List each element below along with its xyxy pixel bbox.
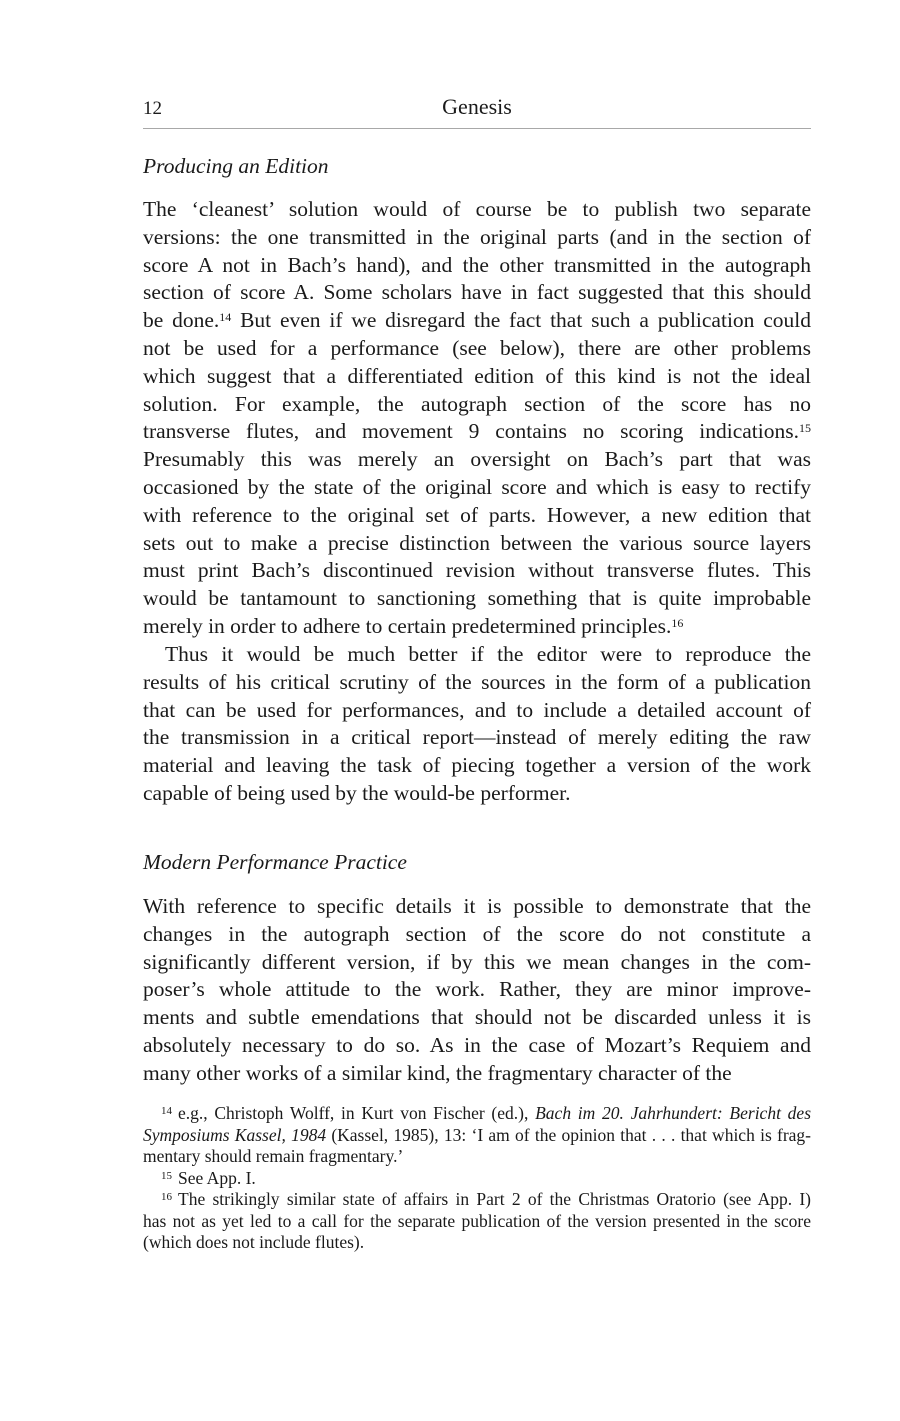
page-header [143, 94, 811, 129]
text-line: would be tantamount to sanctioning something that is quite improbable [143, 586, 811, 611]
section-title-modern-performance: Modern Performance Practice [143, 850, 407, 874]
text-line: poser’s whole attitude to the work. Rather, they are minor improve- [143, 977, 811, 1002]
footnote-line: $^{14}$ e.g., Christoph Wolff, in Kurt von Fischer (ed.), Bach im 20. Jahrhundert: Bericht des [161, 1103, 812, 1123]
running-head: Genesis [442, 94, 512, 119]
text-line: be done.$^{14}$ But even if we disregard the fact that such a publication could [143, 308, 811, 333]
text-line: occasioned by the state of the original score and which is easy to rectify [143, 474, 811, 499]
text-line: with reference to the original set of parts. However, a new edition that [143, 502, 811, 527]
text-line: ments and subtle emendations that should not be discarded unless it is [143, 1005, 811, 1030]
footnote-number: 16 [161, 1191, 172, 1203]
text-line: capable of being used by the would-be performer. [143, 780, 571, 805]
text-line: changes in the autograph section of the score do not constitute a [143, 921, 811, 946]
footnote-number: 15 [161, 1169, 172, 1182]
footnote-ref[interactable]: 15 [799, 421, 811, 436]
text-line: that can be used for performances, and to include a detailed account of [143, 697, 811, 722]
paragraph [143, 641, 811, 808]
text-line: the transmission in a critical report—instead of merely editing the raw [143, 725, 811, 750]
text-line: absolutely necessary to do so. As in the case of Mozart’s Requiem and [143, 1032, 811, 1057]
section-title-producing-edition: Producing an Edition [143, 154, 329, 178]
footnote-line: has not as yet led to a call for the separate publication of the version presented in the score [143, 1210, 811, 1231]
footnote-line: $^{15}$ See App. I. [161, 1167, 256, 1188]
paragraph [143, 893, 811, 1088]
text-line: With reference to specific details it is possible to demonstrate that the [143, 894, 811, 918]
text-line: transverse flutes, and movement 9 contains no scoring indications.$^{15}$ [143, 419, 811, 444]
footnote-line: mentary should remain fragmentary.’ [143, 1146, 404, 1166]
text-line: significantly different version, if by this we mean changes in the com- [143, 949, 811, 974]
text-line: must print Bach’s discontinued revision without transverse flutes. This [143, 558, 811, 583]
text-line: not be used for a performance (see below), there are other problems [143, 335, 811, 360]
text-line: The ‘cleanest’ solution would of course be to publish two separate [143, 197, 811, 221]
footnote-line: $^{16}$ The strikingly similar state of affairs in Part 2 of the Christmas Oratorio (see App. I) [161, 1189, 811, 1209]
text-line: which suggest that a differentiated edition of this kind is not the ideal [143, 363, 811, 388]
footnote-line: Symposiums Kassel, 1984 (Kassel, 1985), 13: ‘I am of the opinion that . . . that which is frag- [143, 1124, 812, 1145]
text-line: merely in order to adhere to certain predetermined principles.$^{16}$ [143, 613, 684, 638]
text-line: solution. For example, the autograph section of the score has no [143, 391, 811, 416]
text-line: Presumably this was merely an oversight on Bach’s part that was [143, 447, 811, 472]
text-line: many other works of a similar kind, the fragmentary character of the [143, 1060, 732, 1085]
text-line: results of his critical scrutiny of the sources in the form of a publication [143, 669, 811, 694]
footnotes [143, 1103, 811, 1254]
footnote-number: 14 [161, 1105, 172, 1117]
text-line: section of score A. Some scholars have in fact suggested that this should [143, 280, 811, 305]
paragraph [143, 196, 811, 641]
page-number: 12 [143, 98, 162, 119]
footnote-ref[interactable]: 16 [671, 615, 684, 630]
text-line: sets out to make a precise distinction between the various source layers [143, 530, 811, 555]
text-line: versions: the one transmitted in the original parts (and in the section of [143, 224, 811, 249]
text-line: score A not in Bach’s hand), and the other transmitted in the autograph [143, 252, 811, 277]
footnote-line: (which does not include flutes). [143, 1232, 365, 1252]
footnote-ref[interactable]: 14 [219, 310, 232, 325]
text-line: Thus it would be much better if the editor were to reproduce the [165, 642, 811, 666]
text-line: material and leaving the task of piecing together a version of the work [143, 753, 811, 778]
